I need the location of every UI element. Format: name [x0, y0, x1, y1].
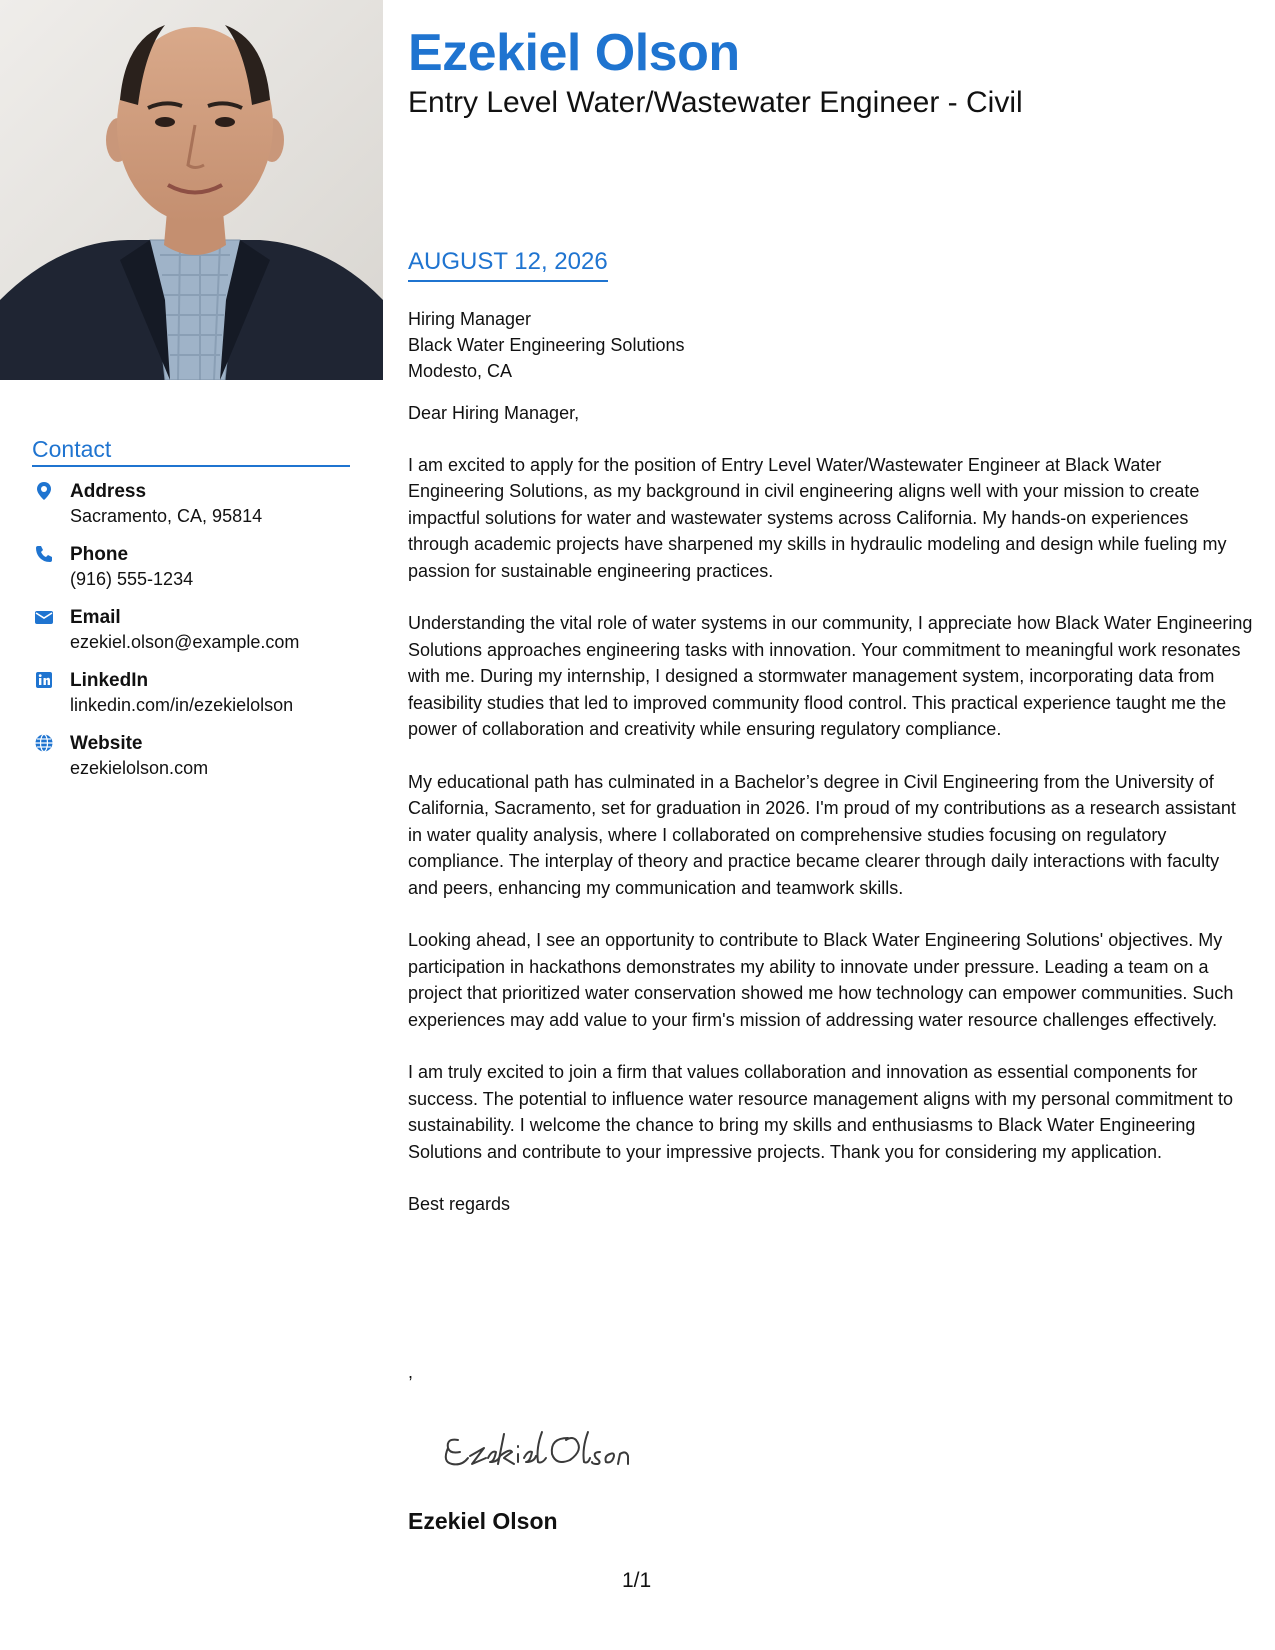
contact-label: LinkedIn: [70, 670, 149, 691]
linkedin-icon: [34, 670, 54, 690]
job-title: Entry Level Water/Wastewater Engineer - Civil: [408, 86, 1023, 119]
contact-phone: [32, 542, 350, 592]
letter-date: AUGUST 12, 2026: [408, 248, 608, 282]
contact-linkedin: [32, 668, 350, 718]
contact-label: Email: [70, 607, 121, 628]
contact-label: Phone: [70, 544, 129, 565]
handwritten-signature: [438, 1418, 638, 1478]
contact-label: Address: [70, 481, 147, 502]
linkedin-value[interactable]: linkedin.com/in/ezekielolson: [70, 695, 294, 715]
body-paragraph: I am truly excited to join a firm that values collaboration and innovation as essential components for success. The potential to influence water resource management aligns with my personal commitment to sustainability. I welcome the chance to bring my skills and enthusiasms to Black Water Engineering Solutions and contribute to your impressive projects. Thank you for considering my application.: [408, 1062, 1234, 1162]
address-value: Sacramento, CA, 95814: [70, 506, 263, 526]
contact-label: Website: [70, 733, 143, 754]
recipient-block: [408, 306, 1253, 384]
contact-address: [32, 479, 350, 529]
applicant-name: Ezekiel Olson: [408, 24, 740, 82]
letter-header: [408, 22, 1253, 122]
phone-icon: [34, 544, 54, 564]
body-paragraph: Understanding the vital role of water systems in our community, I appreciate how Black Water Engineering Solutions approaches engineering tasks with innovation. Your commitment to meaningful work resonates with me. During my internship, I designed a stormwater management system, incorporating data from feasibility studies that led to improved community flood control. This practical experience taught me the power of collaboration and creativity while ensuring regulatory compliance.: [408, 613, 1253, 739]
closing-comma: ,: [408, 1362, 414, 1382]
signer-name: Ezekiel Olson: [408, 1508, 558, 1534]
page-number: 1/1: [622, 1569, 652, 1592]
envelope-icon: [34, 607, 54, 627]
portrait-illustration: [0, 0, 383, 380]
phone-value[interactable]: (916) 555-1234: [70, 569, 194, 589]
website-value[interactable]: ezekielolson.com: [70, 758, 209, 778]
closing: Best regards: [408, 1194, 511, 1214]
recipient-location: Modesto, CA: [408, 361, 513, 381]
contact-heading: Contact: [32, 436, 350, 467]
profile-photo: [0, 0, 383, 380]
contact-website: [32, 731, 350, 781]
map-pin-icon: [34, 481, 54, 501]
globe-icon: [34, 733, 54, 753]
contact-section: [32, 436, 350, 794]
letter-body: [408, 306, 1253, 1258]
salutation: Dear Hiring Manager,: [408, 403, 580, 423]
body-paragraph: Looking ahead, I see an opportunity to contribute to Black Water Engineering Solutions' objectives. My participation in hackathons demonstrates my ability to innovate under pressure. Leading a team on a project that prioritized water conservation showed me how technology can empower communities. Such experiences may add value to your firm's mission of addressing water resource challenges effectively.: [408, 930, 1234, 1030]
recipient-company: Black Water Engineering Solutions: [408, 335, 685, 355]
contact-email: [32, 605, 350, 655]
body-paragraph: My educational path has culminated in a Bachelor’s degree in Civil Engineering from the University of California, Sacramento, set for graduation in 2026. I'm proud of my contributions as a research assistant in water quality analysis, where I collaborated on comprehensive studies focusing on regulatory compliance. The interplay of theory and practice became clearer through daily interactions with faculty and peers, enhancing my communication and teamwork skills.: [408, 771, 1236, 898]
recipient-title: Hiring Manager: [408, 309, 532, 329]
email-value[interactable]: ezekiel.olson@example.com: [70, 632, 300, 652]
body-paragraph: I am excited to apply for the position of Entry Level Water/Wastewater Engineer at Black Water Engineering Solutions, as my background in civil engineering aligns well with your mission to create impactful solutions for water and wastewater systems across California. My hands-on experiences through academic projects have sharpened my skills in hydraulic modeling and design while fueling my passion for sustainable engineering practices.: [408, 454, 1227, 581]
